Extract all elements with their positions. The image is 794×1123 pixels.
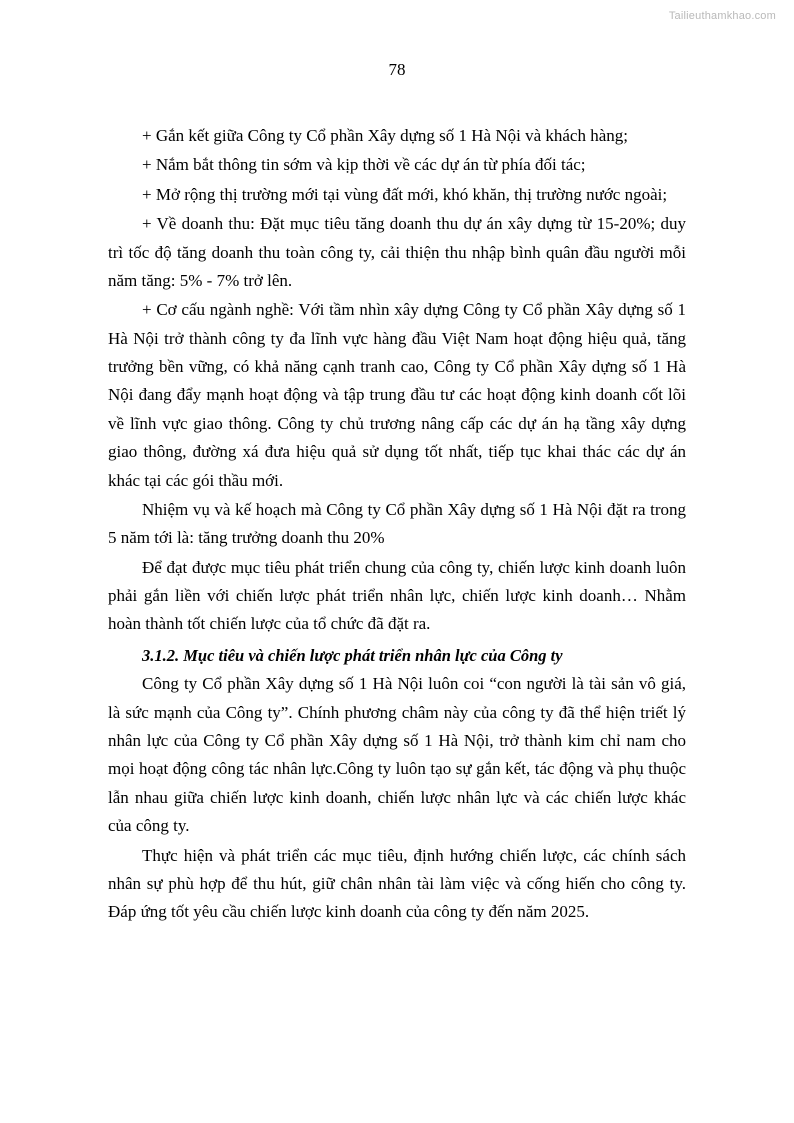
paragraph-revenue-target: + Về doanh thu: Đặt mục tiêu tăng doanh thu dự án xây dựng từ 15-20%; duy trì tốc độ tăng doanh thu toàn công ty, cải thiện thu nhập bình quân đầu người mỗi năm tăng: 5% - 7% trở lên.: [108, 214, 686, 290]
page-content: [108, 122, 686, 928]
bullet-item: + Nắm bắt thông tin sớm và kịp thời về các dự án từ phía đối tác;: [142, 155, 586, 175]
bullet-item: + Mở rộng thị trường mới tại vùng đất mới, khó khăn, thị trường nước ngoài;: [142, 184, 668, 204]
paragraph-strategy-link: Để đạt được mục tiêu phát triển chung của công ty, chiến lược kinh doanh luôn phải gắn liền với chiến lược phát triển nhân lực, chiến lược kinh doanh… Nhằm hoàn thành tốt chiến lược của tổ chức đã đặt ra.: [108, 557, 686, 634]
section-heading-3-1-2: 3.1.2. Mục tiêu và chiến lược phát triển nhân lực của Công ty: [142, 645, 563, 665]
paragraph-business-structure: + Cơ cấu ngành nghề: Với tầm nhìn xây dựng Công ty Cổ phần Xây dựng số 1 Hà Nội trở thành công ty đa lĩnh vực hàng đầu Việt Nam hoạt động hiệu quả, tăng trưởng bền vững, có khả năng cạnh tranh cao, Công ty Cổ phần Xây dựng số 1 Hà Nội đang đẩy mạnh hoạt động và tập trung đầu tư các hoạt động kinh doanh cốt lõi về lĩnh vực giao thông. Công ty chủ trương nâng cấp các dự án hạ tầng xây dựng giao thông, đường xá đưa hiệu quả sử dụng tốt nhất, tiếp tục khai thác các dự án khác tại các gói thầu mới.: [108, 300, 686, 490]
paragraph-hr-policy: Thực hiện và phát triển các mục tiêu, định hướng chiến lược, các chính sách nhân sự phù hợp để thu hút, giữ chân nhân tài làm việc và cống hiến cho công ty. Đáp ứng tốt yêu cầu chiến lược kinh doanh của công ty đến năm 2025.: [108, 845, 686, 922]
watermark-text: Tailieuthamkhao.com: [668, 10, 776, 22]
paragraph-tasks-plan: Nhiệm vụ và kế hoạch mà Công ty Cổ phần Xây dựng số 1 Hà Nội đặt ra trong 5 năm tới là: tăng trưởng doanh thu 20%: [108, 499, 686, 548]
paragraph-human-philosophy: Công ty Cổ phần Xây dựng số 1 Hà Nội luôn coi “con người là tài sản vô giá, là sức mạnh của Công ty”. Chính phương châm này của công ty đã thể hiện triết lý nhân lực của Công ty Cổ phần Xây dựng số 1 Hà Nội, trở thành kim chỉ nam cho mọi hoạt động công tác nhân lực.Công ty luôn tạo sự gắn kết, tác động và phụ thuộc lẫn nhau giữa chiến lược kinh doanh, chiến lược nhân lực và các chiến lược khác của công ty.: [108, 674, 686, 836]
page-number: 78: [388, 60, 406, 79]
bullet-item: + Gắn kết giữa Công ty Cổ phần Xây dựng số 1 Hà Nội và khách hàng;: [142, 126, 628, 145]
